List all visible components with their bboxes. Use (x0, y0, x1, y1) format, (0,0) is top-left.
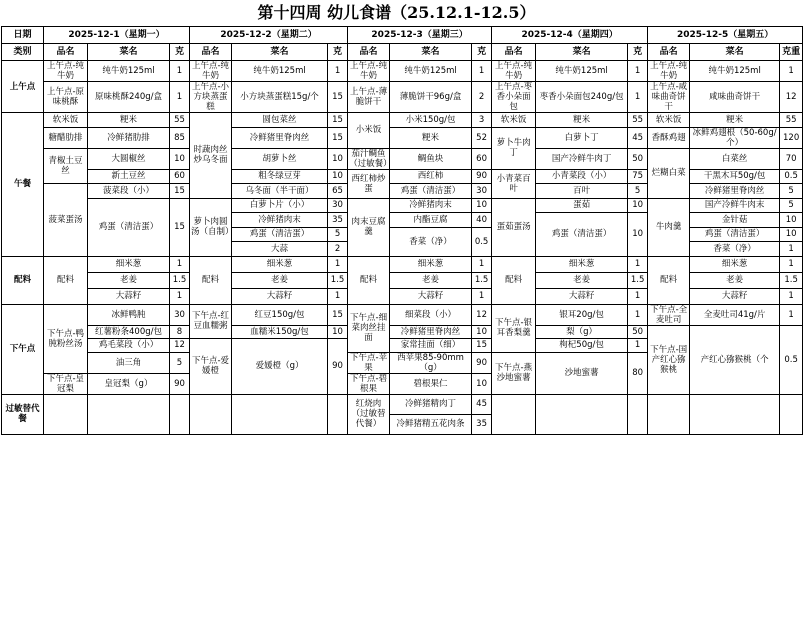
ingredient-col-header: 菜名 (690, 44, 780, 61)
ingredient-qty: 12 (780, 82, 803, 113)
ingredient-name: 大蒜籽 (88, 288, 170, 304)
ingredient-name: 冷鲜猪肉末 (232, 213, 328, 228)
dish-name: 茄汁鲷鱼（过敏餐） (349, 148, 392, 169)
ingredient-name: 家常挂面（细） (390, 339, 472, 353)
ingredient-name: 油三角 (88, 352, 170, 373)
ingredient-name: 鸡蛋（清洁蛋） (390, 184, 472, 199)
ingredient-qty: 1 (472, 288, 492, 304)
dish-col-header: 品名 (44, 44, 88, 61)
dish-name: 下午点-碧根果 (348, 373, 390, 394)
ingredient-name: 香菜（净） (690, 242, 780, 257)
ingredient-name: 内酯豆腐 (390, 213, 472, 228)
ingredient-name: 银耳20g/包 (536, 304, 628, 325)
dish-name: 上午点-纯牛奶 (44, 61, 88, 82)
dish-name: 蛋茹蛋汤 (492, 198, 536, 256)
ingredient-qty: 10 (472, 373, 492, 394)
ingredient-qty: 1 (780, 288, 803, 304)
ingredient-name: 老姜 (690, 272, 780, 288)
ingredient-name: 鸡蛋（清洁蛋） (536, 213, 628, 257)
ingredient-name: 小方块蒸蛋糕15g/个 (232, 82, 328, 113)
dish-name: 小米饭 (348, 113, 390, 149)
ingredient-qty: 1 (328, 256, 348, 272)
dish-name: 菠菜蛋汤 (44, 184, 88, 257)
ingredient-qty: 15 (328, 127, 348, 148)
ingredient-qty: 0.5 (780, 325, 803, 394)
ingredient-name: 冷鲜猪肉末 (390, 198, 472, 213)
dish-name: 上午点-薄脆饼干 (348, 82, 390, 113)
ingredient-name: 香菜（净） (390, 227, 472, 256)
ingredient-name: 鸡蛋（清洁蛋） (690, 227, 780, 242)
ingredient-qty: 10 (328, 169, 348, 184)
ingredient-name: 碧根果仁 (390, 373, 472, 394)
dish-name: 萝卜牛肉丁 (492, 127, 536, 169)
dish-name: 香酥鸡翅 (648, 127, 690, 148)
ingredient-qty: 10 (328, 148, 348, 169)
dish-name: 软米饭 (492, 113, 536, 128)
dish-name: 下午点-国产红心猕猴桃 (648, 325, 690, 394)
ingredient-qty: 35 (328, 213, 348, 228)
ingredient-qty: 30 (328, 198, 348, 213)
dish-name: 下午点-鸭肫粉丝汤 (44, 304, 88, 373)
ingredient-name: 枣香小朵面包240g/包 (536, 82, 628, 113)
ingredient-name: 粳米 (536, 113, 628, 128)
ingredient-name: 冰鲜鸭肫 (88, 304, 170, 325)
qty-col-header: 克 (628, 44, 648, 61)
ingredient-col-header: 菜名 (88, 44, 170, 61)
ingredient-qty: 5 (780, 198, 803, 213)
ingredient-qty: 40 (472, 213, 492, 228)
ingredient-qty: 12 (472, 304, 492, 325)
ingredient-name: 冷鲜猪肋排 (88, 127, 170, 148)
ingredient-col-header: 菜名 (232, 44, 328, 61)
ingredient-name: 小米150g/包 (390, 113, 472, 128)
ingredient-name: 鲷鱼块 (390, 148, 472, 169)
ingredient-name: 纯牛奶125ml (536, 61, 628, 82)
ingredient-qty: 90 (170, 373, 190, 394)
ingredient-qty: 45 (472, 394, 492, 414)
ingredient-name: 冷鲜猪精肉丁 (390, 394, 472, 414)
empty-ingredient-cell (88, 394, 170, 434)
ingredient-qty: 15 (328, 113, 348, 128)
empty-dish-cell (648, 394, 690, 434)
ingredient-name: 大圆椒丝 (88, 148, 170, 169)
ingredient-name: 纯牛奶125ml (88, 61, 170, 82)
dish-name: 配料 (348, 256, 390, 304)
dish-name: 上午点-小方块蒸蛋糕 (190, 82, 232, 113)
ingredient-qty: 1 (472, 256, 492, 272)
ingredient-name: 血糯米150g/包 (232, 325, 328, 339)
dish-name: 上午点-纯牛奶 (348, 61, 390, 82)
ingredient-name: 爱媛橙（g） (232, 339, 328, 395)
day-header: 2025-12-5（星期五） (648, 27, 803, 44)
ingredient-qty: 5 (628, 184, 648, 199)
ingredient-qty: 35 (472, 414, 492, 434)
ingredient-name: 粳米 (690, 113, 780, 128)
ingredient-qty: 10 (628, 198, 648, 213)
dish-name: 配料 (190, 256, 232, 304)
ingredient-qty: 55 (170, 113, 190, 128)
dish-name: 配料 (44, 256, 88, 304)
ingredient-qty: 1 (780, 61, 803, 82)
ingredient-name: 鸡蛋（清洁蛋） (232, 227, 328, 242)
ingredient-name: 白萝卜片（小） (232, 198, 328, 213)
ingredient-name: 纯牛奶125ml (690, 61, 780, 82)
ingredient-name: 沙地蜜薯 (536, 352, 628, 394)
ingredient-name: 新土豆丝 (88, 169, 170, 184)
ingredient-name: 大蒜 (232, 242, 328, 257)
ingredient-qty: 8 (170, 325, 190, 339)
dish-col-header: 品名 (492, 44, 536, 61)
ingredient-name: 胡萝卜丝 (232, 148, 328, 169)
ingredient-qty: 10 (328, 325, 348, 339)
ingredient-name: 细米葱 (690, 256, 780, 272)
ingredient-name: 纯牛奶125ml (390, 61, 472, 82)
dish-name: 下午点-苹果 (348, 352, 390, 373)
ingredient-qty: 60 (472, 148, 492, 169)
dish-col-header: 品名 (648, 44, 690, 61)
empty-qty-cell (628, 394, 648, 434)
dish-name: 上午点-纯牛奶 (492, 61, 536, 82)
ingredient-qty: 50 (628, 325, 648, 339)
ingredient-name: 产红心猕猴桃（个 (690, 325, 780, 394)
ingredient-name: 细米葱 (536, 256, 628, 272)
ingredient-qty: 120 (780, 127, 803, 148)
ingredient-qty: 1 (628, 82, 648, 113)
ingredient-qty: 1 (472, 61, 492, 82)
dish-name: 牛肉羹 (648, 198, 690, 256)
ingredient-name: 梨（g） (536, 325, 628, 339)
ingredient-qty: 1 (628, 304, 648, 325)
ingredient-name: 乌冬面（半干面） (232, 184, 328, 199)
ingredient-qty: 85 (170, 127, 190, 148)
ingredient-qty: 80 (628, 352, 648, 394)
empty-qty-cell (170, 394, 190, 434)
ingredient-qty: 30 (170, 304, 190, 325)
category-morning: 上午点 (2, 61, 44, 113)
ingredient-name: 国产冷鲜牛肉丁 (536, 148, 628, 169)
ingredient-qty: 30 (472, 184, 492, 199)
qty-col-header: 克 (170, 44, 190, 61)
ingredient-qty: 52 (472, 127, 492, 148)
ingredient-qty: 60 (170, 169, 190, 184)
dish-name: 时蔬肉丝炒乌冬面 (190, 113, 232, 199)
weekly-menu-table (1, 26, 803, 435)
ingredient-name: 红豆150g/包 (232, 304, 328, 325)
ingredient-qty: 10 (472, 198, 492, 213)
ingredient-name: 冰鲜鸡翅根（50-60g/个） (690, 127, 780, 148)
ingredient-name: 细米葱 (88, 256, 170, 272)
ingredient-qty: 1 (328, 61, 348, 82)
ingredient-qty: 45 (628, 127, 648, 148)
ingredient-name: 咸味曲奇饼干 (690, 82, 780, 113)
category-afternoon: 下午点 (2, 304, 44, 394)
empty-dish-cell (492, 394, 536, 434)
dish-name: 下午点-细菜肉丝挂面 (348, 304, 390, 352)
dish-name: 上午点-咸味曲奇饼干 (648, 82, 690, 113)
ingredient-qty: 1 (628, 256, 648, 272)
ingredient-qty: 1 (170, 288, 190, 304)
ingredient-name: 枸杞50g/包 (536, 339, 628, 353)
category-label: 类别 (2, 44, 44, 61)
ingredient-col-header: 菜名 (390, 44, 472, 61)
empty-ingredient-cell (536, 394, 628, 434)
ingredient-qty: 10 (472, 325, 492, 339)
ingredient-qty: 1.5 (170, 272, 190, 288)
ingredient-qty: 1 (170, 256, 190, 272)
dish-name: 糖醋肋排 (44, 127, 88, 148)
ingredient-qty: 1 (170, 82, 190, 113)
ingredient-name: 干黑木耳50g/包 (690, 169, 780, 184)
ingredient-name: 老姜 (390, 272, 472, 288)
empty-qty-cell (328, 394, 348, 434)
ingredient-name: 大蒜籽 (232, 288, 328, 304)
ingredient-name: 蛋茹 (536, 198, 628, 213)
ingredient-qty: 90 (472, 352, 492, 373)
empty-ingredient-cell (232, 394, 328, 434)
ingredient-qty: 3 (472, 113, 492, 128)
ingredient-name: 细米葱 (232, 256, 328, 272)
ingredient-name: 西苹果85-90mm（g） (390, 352, 472, 373)
ingredient-name: 国产冷鲜牛肉末 (690, 198, 780, 213)
ingredient-name: 纯牛奶125ml (232, 61, 328, 82)
ingredient-qty: 0.5 (472, 227, 492, 256)
dish-name: 软米饭 (648, 113, 690, 128)
ingredient-name: 圆包菜丝 (232, 113, 328, 128)
ingredient-qty: 1 (328, 288, 348, 304)
dish-name: 上午点-原味桃酥 (44, 82, 88, 113)
ingredient-name: 小青菜段（小） (536, 169, 628, 184)
ingredient-qty: 1 (780, 242, 803, 257)
ingredient-name: 粳米 (88, 113, 170, 128)
ingredient-qty: 10 (780, 213, 803, 228)
ingredient-name: 粗冬绿豆芽 (232, 169, 328, 184)
ingredient-name: 白菜丝 (690, 148, 780, 169)
ingredient-qty: 1.5 (628, 272, 648, 288)
ingredient-qty: 15 (472, 339, 492, 353)
ingredient-name: 红薯粉条400g/包 (88, 325, 170, 339)
ingredient-qty: 55 (628, 113, 648, 128)
ingredient-qty: 70 (780, 148, 803, 169)
dish-name: 西红柿炒蛋 (348, 169, 390, 198)
ingredient-qty: 12 (170, 339, 190, 353)
ingredient-name: 细米葱 (390, 256, 472, 272)
ingredient-name: 冷鲜猪里脊肉丝 (232, 127, 328, 148)
ingredient-qty: 1 (628, 339, 648, 353)
ingredient-name: 白萝卜丁 (536, 127, 628, 148)
day-header: 2025-12-1（星期一） (44, 27, 190, 44)
ingredient-qty: 15 (328, 304, 348, 325)
dish-name: 肉末豆腐羹 (348, 198, 390, 256)
dish-name: 软米饭 (44, 113, 88, 128)
ingredient-qty: 90 (472, 169, 492, 184)
ingredient-name: 冷鲜猪精五花肉条 (390, 414, 472, 434)
date-label: 日期 (2, 27, 44, 44)
ingredient-qty: 5 (170, 352, 190, 373)
ingredient-name: 冷鲜猪里脊肉丝 (690, 184, 780, 199)
ingredient-qty: 5 (780, 184, 803, 199)
ingredient-name: 老姜 (232, 272, 328, 288)
ingredient-name: 细菜段（小） (390, 304, 472, 325)
ingredient-name: 大蒜籽 (536, 288, 628, 304)
day-header: 2025-12-2（星期二） (190, 27, 348, 44)
dish-name: 红烧肉（过敏替代餐） (348, 394, 390, 434)
ingredient-qty: 1 (780, 256, 803, 272)
ingredient-qty: 1 (170, 61, 190, 82)
ingredient-name: 老姜 (536, 272, 628, 288)
ingredient-qty: 55 (780, 113, 803, 128)
qty-col-header: 克 (328, 44, 348, 61)
dish-name: 下午点-全麦吐司 (648, 304, 690, 325)
ingredient-name: 全麦吐司41g/片 (690, 304, 780, 325)
ingredient-qty: 1.5 (328, 272, 348, 288)
qty-col-header: 克重 (780, 44, 803, 61)
ingredient-qty: 50 (628, 148, 648, 169)
ingredient-name: 冷鲜猪里脊肉丝 (390, 325, 472, 339)
ingredient-qty: 15 (170, 198, 190, 256)
dish-name: 下午点-银耳香梨羹 (492, 304, 536, 352)
ingredient-name: 薄脆饼干96g/盒 (390, 82, 472, 113)
ingredient-qty: 2 (328, 242, 348, 257)
dish-name: 上午点-纯牛奶 (190, 61, 232, 82)
ingredient-qty: 1 (628, 61, 648, 82)
dish-name: 下午点-红豆血糯粥 (190, 304, 232, 339)
category-lunch: 午餐 (2, 113, 44, 257)
qty-col-header: 克 (472, 44, 492, 61)
ingredient-name: 原味桃酥240g/盒 (88, 82, 170, 113)
ingredient-qty: 1.5 (780, 272, 803, 288)
ingredient-name: 大蒜籽 (690, 288, 780, 304)
dish-name: 下午点-燕沙地蜜薯 (492, 352, 536, 394)
ingredient-qty: 5 (328, 227, 348, 242)
ingredient-name: 西红柿 (390, 169, 472, 184)
ingredient-qty: 90 (328, 339, 348, 395)
ingredient-qty: 1 (628, 288, 648, 304)
ingredient-qty: 15 (170, 184, 190, 199)
dish-name: 上午点-枣香小朵面包 (492, 82, 536, 113)
dish-name: 小青菜百叶 (492, 169, 536, 198)
dish-name: 萝卜肉圆汤（自制） (190, 198, 232, 256)
category-seasoning: 配料 (2, 256, 44, 304)
ingredient-name: 皇冠梨（g） (88, 373, 170, 394)
page-title: 第十四周 幼儿食谱（25.12.1-12.5） (257, 3, 536, 22)
ingredient-name: 鸡蛋（清洁蛋） (88, 198, 170, 256)
ingredient-qty: 15 (328, 82, 348, 113)
ingredient-qty: 1 (780, 304, 803, 325)
ingredient-qty: 0.5 (780, 169, 803, 184)
ingredient-qty: 10 (170, 148, 190, 169)
empty-qty-cell (780, 394, 803, 434)
ingredient-col-header: 菜名 (536, 44, 628, 61)
ingredient-name: 大蒜籽 (390, 288, 472, 304)
ingredient-name: 金针菇 (690, 213, 780, 228)
dish-col-header: 品名 (190, 44, 232, 61)
ingredient-qty: 75 (628, 169, 648, 184)
ingredient-qty: 10 (780, 227, 803, 242)
dish-name: 烂糊白菜 (648, 148, 690, 198)
dish-name: 配料 (492, 256, 536, 304)
ingredient-name: 老姜 (88, 272, 170, 288)
ingredient-name: 粳米 (390, 127, 472, 148)
category-allergy: 过敏替代餐 (2, 394, 44, 434)
empty-dish-cell (44, 394, 88, 434)
dish-name: 上午点-纯牛奶 (648, 61, 690, 82)
dish-col-header: 品名 (348, 44, 390, 61)
ingredient-qty: 1.5 (472, 272, 492, 288)
dish-name: 配料 (648, 256, 690, 304)
dish-name: 下午点-皇冠梨 (44, 373, 88, 394)
ingredient-name: 百叶 (536, 184, 628, 199)
day-header: 2025-12-4（星期四） (492, 27, 648, 44)
dish-name: 青椒土豆丝 (44, 148, 88, 184)
dish-name: 下午点-爱媛橙 (190, 339, 232, 395)
empty-ingredient-cell (690, 394, 780, 434)
ingredient-name: 菠菜段（小） (88, 184, 170, 199)
ingredient-qty: 2 (472, 82, 492, 113)
ingredient-qty: 10 (628, 213, 648, 257)
ingredient-name: 鸡毛菜段（小） (88, 339, 170, 353)
empty-dish-cell (190, 394, 232, 434)
ingredient-qty: 65 (328, 184, 348, 199)
day-header: 2025-12-3（星期三） (348, 27, 492, 44)
